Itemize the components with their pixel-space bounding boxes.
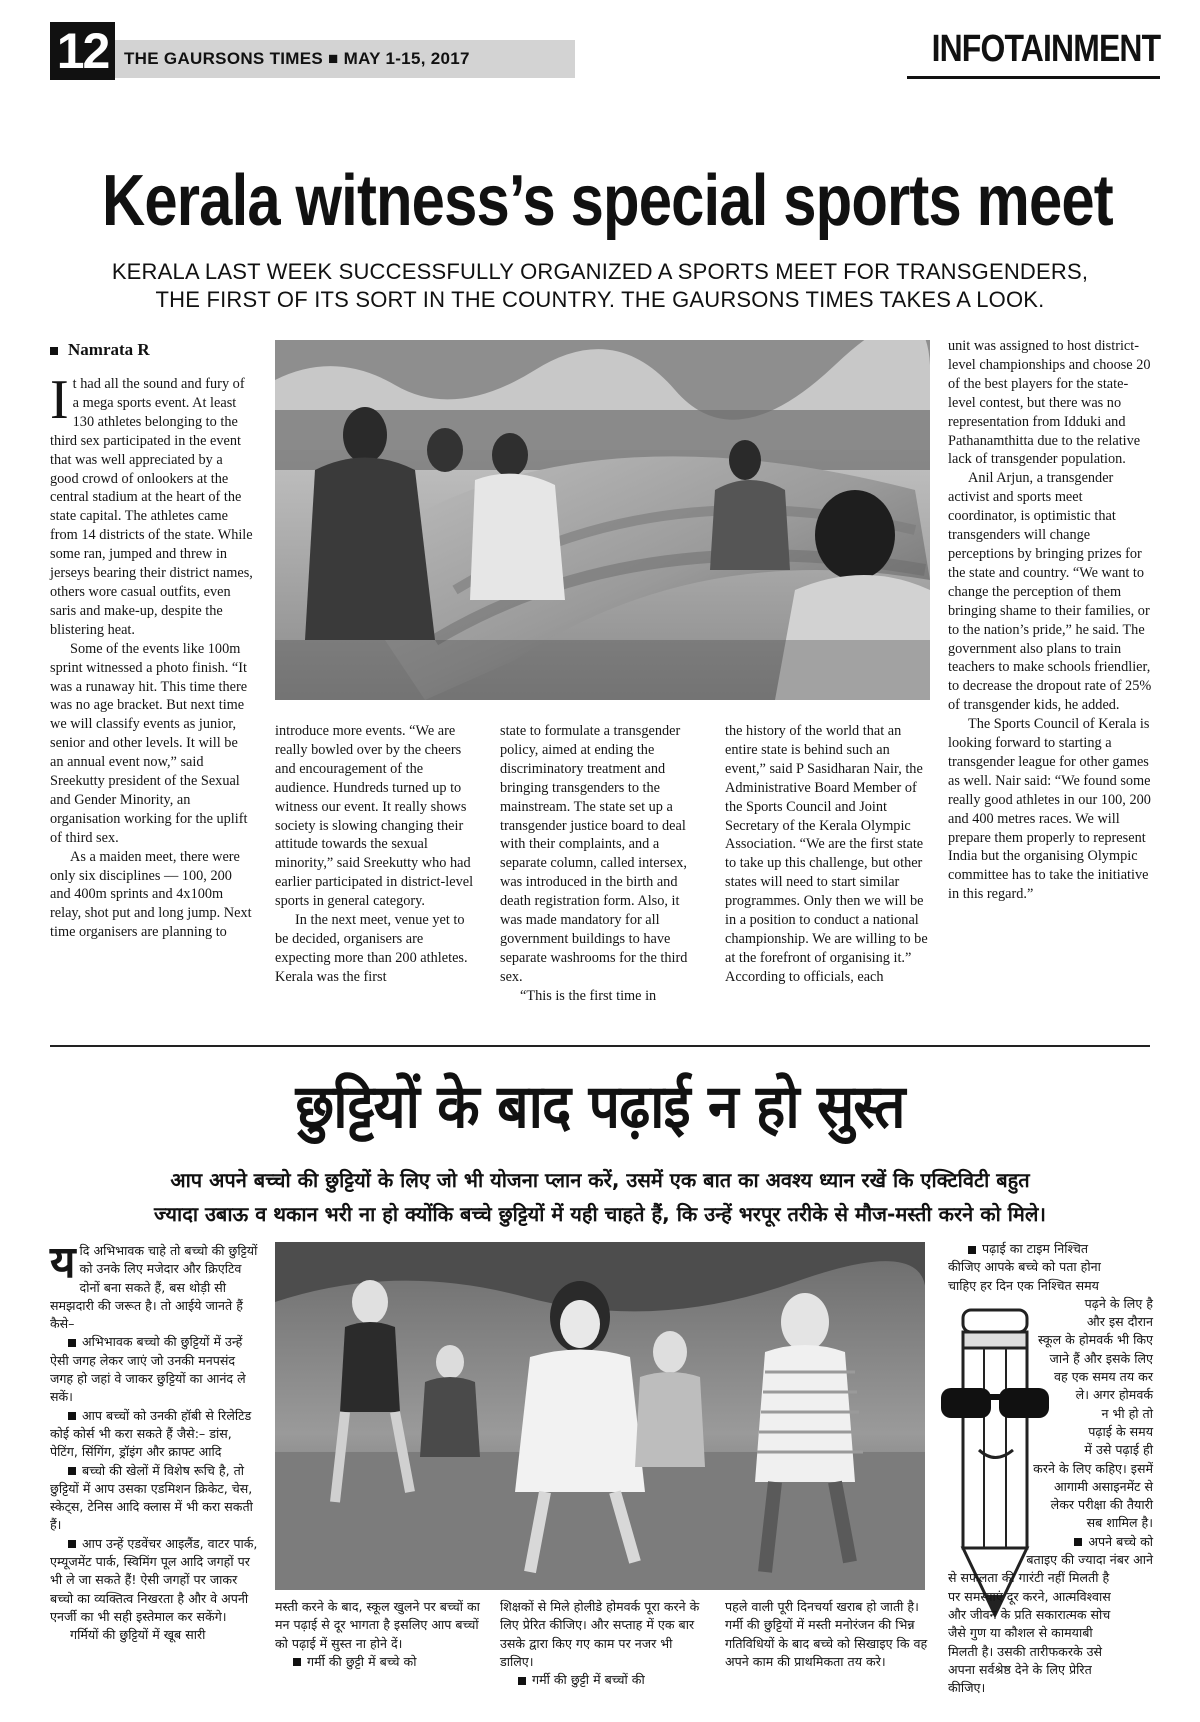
bullet-text: आप बच्चों को उनकी हॉबी से रिलेटिड कोई कोर्स भी करा सकते हैं जैसे:– डांस, पेटिंग, सिंगिंग, ड्रॉइंग और क्राफ्ट आदि: [50, 1407, 252, 1460]
article-column-5: [948, 337, 1153, 904]
text-line: [948, 1606, 1153, 1624]
text-line: [948, 1313, 1153, 1331]
bullet-text: अभिभावक बच्चो की छुट्टियों में उन्हें ऐसी जगह लेकर जाएं जो उनकी मनपसंद जगह हो जहां वे जाकर छुट्टियों का आनंद ले सकें।: [50, 1334, 246, 1405]
line-text: कीजिए आपके बच्चे को पता होना: [948, 1259, 1101, 1275]
article-column-3: [500, 722, 705, 1006]
line-text: में उसे पढ़ाई ही: [1084, 1442, 1153, 1458]
text-line: [948, 1533, 1153, 1551]
hindi-deck-line-1: आप अपने बच्चो की छुट्टियों के लिए जो भी योजना प्लान करें, उसमें एक बात का अवश्य ध्यान रखें कि एक्टिविटी बहुत: [170, 1168, 1030, 1192]
bullet-icon: [293, 1658, 301, 1666]
paragraph-text: t had all the sound and fury of a mega sports event. At least 130 athletes belonging to the third sex participated in the event that was well appreciated by a good crowd of onlookers at the central stadium at the heart of the state capital. The athletes came from 14 districts of the state. While some ran, jumped and threw in jerseys bearing their district names, others wore casual outfits, even saris and make-up, despite the blistering heat.: [50, 376, 253, 638]
paragraph: introduce more events. “We are really bowled over by the cheers and encouragement of the audience. Hundreds turned up to witness our event. It really shows society is slowing changing their attitude towards the sexual minority,” said Sreekutty who had earlier participated in district-level sports in general category.: [275, 723, 474, 910]
line-text: करने के लिए कहिए। इसमें: [1033, 1460, 1153, 1476]
bullet-icon: [68, 1339, 76, 1347]
bullet-item: [50, 1407, 262, 1462]
text-line: [948, 1569, 1153, 1587]
bullet-item: [948, 1533, 1153, 1698]
paragraph: Anil Arjun, a transgender activist and sports meet coordinator, is optimistic that transgenders will change perceptions by bringing prizes for the state and country. “We want to change the perception of them bringing shame to their families, or to the nation’s pride,” he said. The government also plans to train teachers to make schools friendlier, to decrease the dropout rate of 25% of transgender kids, he added.: [948, 470, 1152, 714]
line-text: पर समस्याएं दूर करने, आत्मविश्वास: [948, 1588, 1111, 1604]
text-line: [948, 1331, 1153, 1349]
text-line: [948, 1368, 1153, 1386]
bullet-icon: [68, 1412, 76, 1420]
bullet-icon: [518, 1677, 526, 1685]
text-line: [948, 1386, 1153, 1404]
section-underline: [907, 76, 1160, 79]
hindi-deck: [50, 1163, 1150, 1231]
byline-author: Namrata R: [68, 340, 150, 359]
text-line: [948, 1643, 1153, 1661]
hindi-column-4: [725, 1598, 930, 1671]
deck-line-2: THE FIRST OF ITS SORT IN THE COUNTRY. THE GAURSONS TIMES TAKES A LOOK.: [155, 287, 1045, 312]
text-line: [948, 1295, 1153, 1313]
line-text: से सफलता की गारंटी नहीं मिलती है: [948, 1570, 1110, 1586]
bullet-item: [50, 1462, 262, 1535]
children-running-photo: [275, 1242, 925, 1590]
hindi-column-1: [50, 1237, 262, 1645]
text-line: [948, 1624, 1153, 1642]
page-number: 12: [50, 22, 115, 80]
bullet-icon: [68, 1540, 76, 1548]
line-text: मिलती है। उसकी तारीफकरके उसे: [948, 1643, 1103, 1659]
bullet-icon: [68, 1467, 76, 1475]
byline: [50, 340, 150, 360]
text-line: [948, 1258, 1153, 1276]
paragraph: [50, 1237, 262, 1333]
line-text: बताइए की ज्यादा नंबर आने: [1026, 1552, 1153, 1568]
photo-illustration: [275, 1242, 925, 1590]
line-text: जैसे गुण या कौशल से कामयाबी: [948, 1625, 1093, 1641]
bullet-item: [50, 1333, 262, 1406]
article-column-2: [275, 722, 480, 987]
line-text: पढ़ने के लिए है: [1084, 1295, 1153, 1311]
paragraph: गर्मियों की छुट्टियों में खूब सारी: [70, 1627, 206, 1643]
line-text: और जीवन के प्रति सकारात्मक सोच: [948, 1606, 1111, 1622]
line-text: ले। अगर होमवर्क: [1075, 1387, 1153, 1403]
text-line: [948, 1478, 1153, 1496]
line-text: न भी हो तो: [1101, 1405, 1153, 1421]
paragraph: मस्ती करने के बाद, स्कूल खुलने पर बच्चों का मन पढ़ाई से दूर भागता है इसलिए आप बच्चों को पढ़ाई में सुस्त ना होने दें।: [275, 1599, 480, 1651]
photo-illustration: [275, 340, 930, 700]
paragraph-text: दि अभिभावक चाहे तो बच्चो की छुट्टियों को उनके लिए मजेदार और क्रिएटिव दोनों बना सकते हैं, बस थोड़ी सी समझदारी की जरूत है। तो आईये जानते हैं कैसे–: [50, 1243, 258, 1332]
paragraph: The Sports Council of Kerala is looking forward to starting a transgender league for other games as well. Nair said: “We found some really good athletes in our 100, 200 and 400 metres races. We will prepare them properly to represent India but the organising Olympic committee has to take the initiative in this regard.”: [948, 716, 1151, 903]
paragraph: [50, 369, 253, 640]
paragraph: पहले वाली पूरी दिनचर्या खराब हो जाती है। गर्मी की छुट्टियों में मस्ती मनोरंजन की भिन्न गतिविधियों के बाद बच्चे को सिखाइए कि वह अपने काम की प्राथमिकता तय करे।: [725, 1599, 928, 1669]
line-text: पढ़ाई के समय: [1088, 1423, 1153, 1439]
bullet-item: [275, 1653, 480, 1671]
bullet-text: आप उन्हें एडवेंचर आइलैंड, वाटर पार्क, एम्यूजमेंट पार्क, स्विमिंग पूल आदि जगहों पर भी ले जा सकते हैं! ऐसी जगहों पर जाकर बच्चो का व्यक्तित्व निखरता है और वे अपनी एनर्जी का भी सही इस्तेमाल कर सकेंगे।: [50, 1535, 258, 1624]
line-text: और इस दौरान: [1086, 1314, 1153, 1330]
line-text: जाने हैं और इसके लिए: [1049, 1350, 1153, 1366]
line-text: स्कूल के होमवर्क भी किए: [1038, 1332, 1153, 1348]
bullet-icon: [968, 1246, 976, 1254]
hindi-deck-line-2: ज्यादा उबाऊ व थकान भरी ना हो क्योंकि बच्चे छुट्टियों में यही चाहते हैं, कि उन्हें भरपूर तरीके से मौज-मस्ती करने को मिले।: [153, 1202, 1046, 1226]
line-text: वह एक समय तय कर: [1054, 1369, 1153, 1385]
paragraph: शिक्षकों से मिले होलीडे होमवर्क पूरा करने के लिए प्रेरित कीजिए। और सप्ताह में एक बार उसके द्वारा किए गए काम पर नजर भी डालिए।: [500, 1599, 700, 1669]
text-line: [948, 1679, 1153, 1697]
paragraph: As a maiden meet, there were only six disciplines — 100, 200 and 400m sprints and 4x100m relay, shot put and long jump. Next time organisers are planning to: [50, 848, 252, 941]
text-line: [948, 1350, 1153, 1368]
article-deck: [40, 258, 1160, 314]
paragraph: Some of the events like 100m sprint witnessed a photo finish. “It was a runaway hit. This time there was no age bracket. But next time we will classify events as junior, senior and other levels. It will be an annual event now,” said Sreekutty president of the Sexual and Gender Minority, an organisation working for the uplift of third sex.: [50, 640, 248, 846]
hindi-headline: छुट्टियों के बाद पढ़ाई न हो सुस्त: [295, 1072, 905, 1142]
byline-bullet-icon: [50, 347, 58, 355]
text-line: [948, 1240, 1153, 1258]
section-divider: [50, 1045, 1150, 1047]
paper-name-date: THE GAURSONS TIMES ■ MAY 1-15, 2017: [124, 49, 470, 68]
text-line: [948, 1423, 1153, 1441]
bullet-text: बच्चो की खेलों में विशेष रूचि है, तो छुट्टियों में आप उसका एडमिशन क्रिकेट, चेस, स्केट्स, टेनिस आदि क्लास में भी करा सकती हैं।: [50, 1462, 253, 1533]
section-title: INFOTAINMENT: [931, 28, 1160, 70]
pride-march-photo: [275, 340, 930, 700]
bullet-item: [50, 1535, 262, 1626]
line-text: कीजिए।: [948, 1680, 986, 1696]
article-headline: Kerala witness’s special sports meet: [102, 161, 1113, 241]
text-line: [948, 1277, 1153, 1295]
hindi-column-5: [948, 1240, 1153, 1697]
bullet-text: गर्मी की छुट्टी में बच्चे को: [307, 1653, 417, 1669]
paragraph: In the next meet, venue yet to be decided, organisers are expecting more than 200 athletes. Kerala was the first: [275, 912, 468, 985]
paragraph: unit was assigned to host district-level championships and choose 20 of the best players for the state-level contest, but there was no representation from Idduki and Pathanamthitta due to the relative lack of transgender population.: [948, 338, 1151, 468]
text-line: [948, 1441, 1153, 1459]
line-text: अपने बच्चे को: [1088, 1533, 1153, 1549]
hindi-column-2: [275, 1598, 480, 1671]
line-text: पढ़ाई का टाइम निश्चित: [982, 1241, 1088, 1256]
line-text: अपना सर्वश्रेष्ठ देने के लिए प्रेरित: [948, 1661, 1092, 1677]
text-line: [948, 1661, 1153, 1679]
bullet-item: [948, 1240, 1153, 1533]
text-line: [948, 1514, 1153, 1532]
text-line: [948, 1551, 1153, 1569]
text-line: [948, 1405, 1153, 1423]
paragraph: the history of the world that an entire state is behind such an event,” said P Sasidharan Nair, the Administrative Board Member of the Sports Council and Joint Secretary of the Kerala Olympic Association. “We are the first state to take up this challenge, but other states will need to start similar programmes. Only then we will be in a position to conduct a national championship. We are willing to be at the forefront of organising it.” According to officials, each: [725, 723, 928, 985]
hindi-drop-cap: य: [50, 1237, 76, 1288]
article-column-1: [50, 369, 253, 942]
drop-cap: I: [50, 369, 69, 431]
bullet-text: गर्मी की छुट्टी में बच्चों की: [532, 1672, 645, 1688]
text-line: [948, 1460, 1153, 1478]
deck-line-1: KERALA LAST WEEK SUCCESSFULLY ORGANIZED A SPORTS MEET FOR TRANSGENDERS,: [111, 259, 1089, 284]
text-line: [948, 1588, 1153, 1606]
line-text: सब शामिल है।: [1086, 1515, 1153, 1531]
hindi-column-3: [500, 1598, 705, 1689]
article-column-4: [725, 722, 930, 987]
line-text: चाहिए हर दिन एक निश्चित समय: [948, 1277, 1099, 1293]
bullet-icon: [1074, 1538, 1082, 1546]
text-line: [948, 1496, 1153, 1514]
bullet-item: [500, 1671, 705, 1689]
paragraph: state to formulate a transgender policy, aimed at ending the discriminatory treatment and bringing transgenders to the mainstream. The state set up a transgender justice board to deal with their complaints, and a separate column, called intersex, was introduced in the birth and death registration form. Also, it was made mandatory for all government buildings to have separate washrooms for the third sex.: [500, 723, 688, 985]
line-text: आगामी असाइनमेंट से: [1054, 1478, 1153, 1494]
paragraph: “This is the first time in: [520, 987, 657, 1004]
line-text: लेकर परीक्षा की तैयारी: [1050, 1497, 1153, 1513]
